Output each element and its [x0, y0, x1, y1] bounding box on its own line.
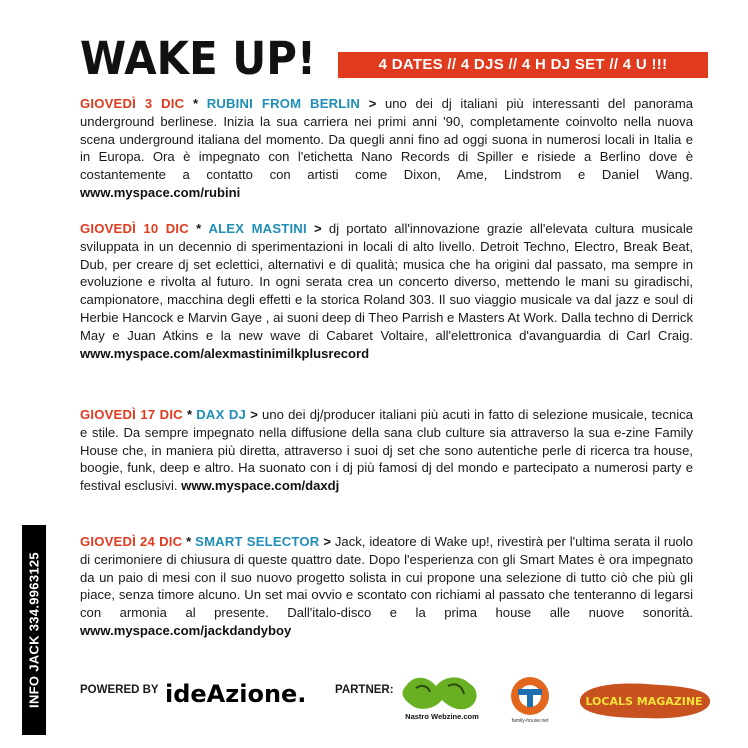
event-description: dj portato all'innovazione grazie all'elevata cultura musicale sviluppata in un decennio di sperimentazioni in locali di alto livello. Detroit Techno, Electro, Break Beat, Dub, per creare dj set eclettici, alternativi e di qualità; musica che ha origini dal passato, ma sempre in evoluzione e rivolta al futuro. In ogni serata crea un concerto diverso, mettendo le mani su giradischi, campionatore, macchina degli effetti e la storica Roland 303. Il suo viaggio musicale va dal jazz e soul di Herbie Hancock e Marvin Gaye , ai suoni deep di Theo Parrish e Masters At Work. Dalla techno di Derrick May e Juan Atkins e la new wave di Cabaret Voltaire, all'elettronica d'avanguardia di Carl Craig.	[80, 221, 694, 343]
dj-name: RUBINI FROM BERLIN	[206, 96, 360, 111]
myspace-link[interactable]: www.myspace.com/daxdj	[181, 478, 340, 494]
dj-name: DAX DJ	[196, 407, 247, 422]
event-section	[80, 533, 693, 640]
event-section	[80, 95, 693, 202]
powered-by-label: POWERED BY	[80, 684, 159, 696]
family-house-caption: family-house.net	[511, 718, 549, 724]
star-separator: *	[192, 96, 199, 111]
locals-magazine-logo	[574, 680, 714, 727]
event-description: Jack, ideatore di Wake up!, rivestirà per l'ultima serata il ruolo di cerimoniere di chiusura di queste quattro date. Dopo l'esperienza con gli Smart Mates è ora impegnato da un paio di mesi con il suo nuovo progetto solista in cui propone una selezione di tutto ciò che più gli piace, senza timore alcuno. Un set mai ovvio e scontato con richiami al passato che tenteranno di legarsi con armonia al presente. Dall'italo-disco e la prima house alle nuove sonorità.	[80, 534, 694, 621]
event-date: GIOVEDÌ 10 DIC	[80, 221, 189, 236]
arrow-separator: >	[314, 221, 322, 236]
family-house-logo	[504, 674, 558, 729]
tagline-banner: 4 DATES // 4 DJS // 4 H DJ SET // 4 U !!!	[338, 52, 708, 78]
info-contact-text: INFO JACK 334.9963125	[26, 552, 42, 708]
event-section	[80, 220, 693, 362]
event-description: uno dei dj/producer italiani più acuti in fatto di selezione musicale, tecnica e stile. Da sempre impegnato nella diffusione della sana club culture sia attraverso la sua e-zine Family House che, in maniera più diretta, attraverso i suoi dj set che sono autentiche perle di ricerca tra house, boogie, funk, deep e altro. Ha suonato con i dj più famosi dj del mondo e partecipato a numerosi party e festival esclusivi.	[80, 407, 693, 494]
myspace-link[interactable]: www.myspace.com/rubini	[80, 184, 241, 200]
arrow-separator: >	[323, 534, 331, 549]
event-date: GIOVEDÌ 24 DIC	[80, 534, 183, 549]
myspace-link[interactable]: www.myspace.com/alexmastinimilkplusrecord	[80, 345, 370, 361]
nastro-caption: Nastro Webzine.com	[405, 712, 479, 721]
star-separator: *	[196, 221, 202, 236]
info-sidebar	[22, 525, 46, 735]
locals-magazine-text: LOCALS MAGAZINE	[585, 695, 703, 708]
ideazione-logo: ideAzione.	[165, 680, 307, 708]
event-description: uno dei dj italiani più interessanti del panorama underground berlinese. Inizia la sua carriera nei primi anni '90, completamente coinvolto nella nuova scena underground italiana del momento. Da quegli anni fino ad oggi suona in numerosi locali in Italia e in Europa. Ora è impegnato con l'etichetta Nano Records di Spiller e risiede a Berlino dove è costantemente a contatto con artisti come Dixon, Ame, Lindstrom e Daniel Wang.	[80, 96, 694, 183]
event-section	[80, 406, 693, 495]
event-date: GIOVEDÌ 17 DIC	[80, 407, 183, 422]
arrow-separator: >	[368, 96, 377, 111]
arrow-separator: >	[250, 407, 258, 422]
partner-label: PARTNER:	[335, 684, 394, 696]
event-date: GIOVEDÌ 3 DIC	[80, 96, 185, 111]
nastro-webzine-logo	[398, 672, 486, 727]
star-separator: *	[186, 534, 192, 549]
dj-name: SMART SELECTOR	[195, 534, 320, 549]
star-separator: *	[187, 407, 193, 422]
page-title: WAKE UP!	[80, 32, 317, 85]
dj-name: ALEX MASTINI	[208, 221, 307, 236]
myspace-link[interactable]: www.myspace.com/jackdandyboy	[80, 622, 292, 638]
